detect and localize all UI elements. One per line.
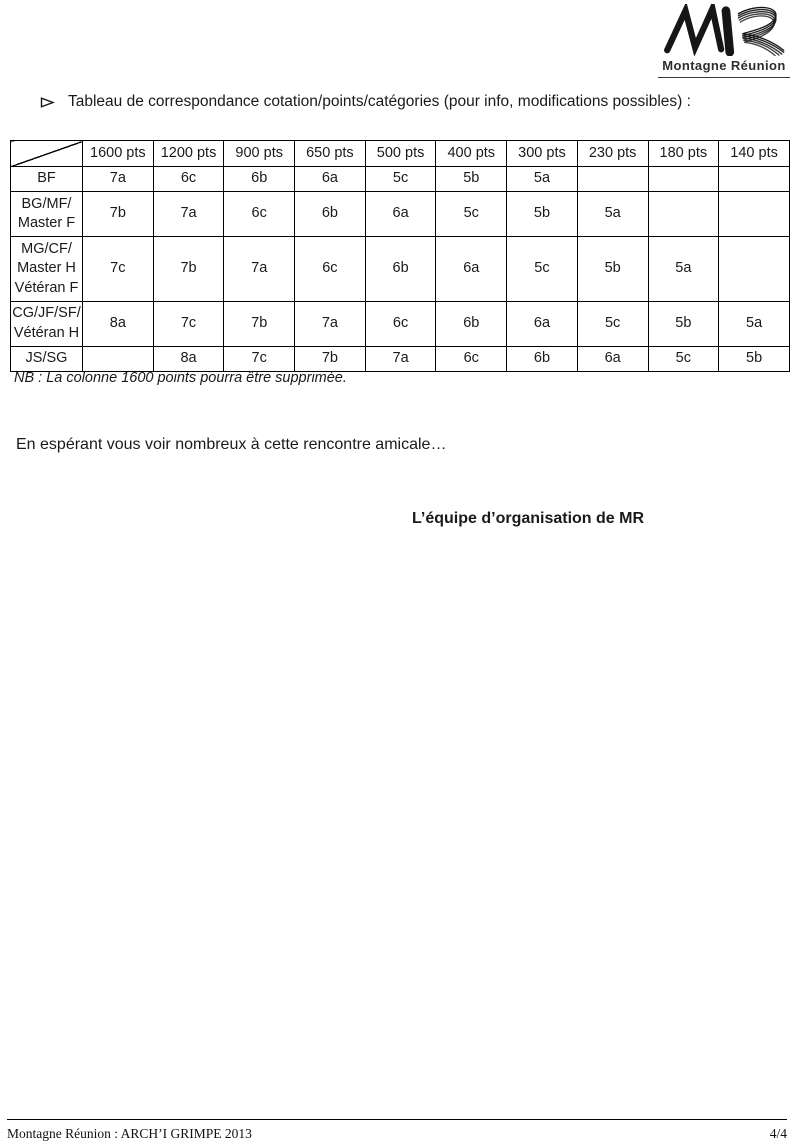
table-header-row <box>11 141 790 167</box>
table-row <box>11 166 790 192</box>
grade-cell: 7a <box>295 301 366 346</box>
grade-cell <box>648 192 719 237</box>
grade-cell: 5c <box>365 166 436 192</box>
column-header: 650 pts <box>295 141 366 167</box>
arrowhead-bullet-icon <box>40 96 55 109</box>
mr-monogram-icon <box>660 4 788 56</box>
closing-paragraph: En espérant vous voir nombreux à cette rencontre amicale… <box>16 436 447 453</box>
grade-cell: 5a <box>648 237 719 302</box>
footer-title: Montagne Réunion : ARCH’I GRIMPE 2013 <box>7 1126 252 1141</box>
grade-cell: 7a <box>224 237 295 302</box>
grade-cell: 5b <box>577 237 648 302</box>
grade-cell: 6a <box>436 237 507 302</box>
column-header: 900 pts <box>224 141 295 167</box>
grade-cell: 6b <box>365 237 436 302</box>
grade-cell: 6c <box>295 237 366 302</box>
grade-cell: 5c <box>577 301 648 346</box>
grade-cell: 5b <box>648 301 719 346</box>
grade-cell: 7b <box>153 237 224 302</box>
page-footer <box>7 1119 787 1142</box>
grade-cell <box>648 166 719 192</box>
column-header: 140 pts <box>719 141 790 167</box>
grade-cell: 8a <box>83 301 154 346</box>
grade-cell: 5b <box>719 346 790 372</box>
table-row <box>11 237 790 302</box>
table-row <box>11 192 790 237</box>
grades-table <box>10 140 790 372</box>
column-header: 500 pts <box>365 141 436 167</box>
grade-cell: 8a <box>153 346 224 372</box>
page-number: 4/4 <box>769 1126 787 1141</box>
signature-line: L’équipe d’organisation de MR <box>412 510 645 527</box>
column-header: 400 pts <box>436 141 507 167</box>
grade-cell: 6b <box>436 301 507 346</box>
grade-cell: 5b <box>507 192 578 237</box>
grade-cell <box>719 192 790 237</box>
row-label: BF <box>11 166 83 192</box>
section-heading-text: Tableau de correspondance cotation/points/catégories (pour info, modifications possibles) : <box>68 93 691 110</box>
row-label: MG/CF/ Master H Vétéran F <box>11 237 83 302</box>
row-label: CG/JF/SF/ Vétéran H <box>11 301 83 346</box>
grade-cell: 6c <box>153 166 224 192</box>
column-header: 300 pts <box>507 141 578 167</box>
grade-cell <box>577 166 648 192</box>
column-header: 180 pts <box>648 141 719 167</box>
diagonal-corner-cell <box>11 141 83 167</box>
grade-cell: 6b <box>295 192 366 237</box>
grade-cell <box>719 166 790 192</box>
grade-cell: 7a <box>153 192 224 237</box>
grade-cell: 5a <box>577 192 648 237</box>
grade-cell: 6c <box>365 301 436 346</box>
row-label: BG/MF/ Master F <box>11 192 83 237</box>
grade-cell: 6c <box>224 192 295 237</box>
grade-cell: 5b <box>436 166 507 192</box>
grade-cell: 5c <box>648 346 719 372</box>
row-label: JS/SG <box>11 346 83 372</box>
grade-cell: 6a <box>507 301 578 346</box>
grade-cell: 6b <box>507 346 578 372</box>
grade-cell: 5c <box>507 237 578 302</box>
grade-cell: 5c <box>436 192 507 237</box>
table-row <box>11 346 790 372</box>
grade-cell: 5a <box>719 301 790 346</box>
grade-cell: 6a <box>295 166 366 192</box>
logo <box>658 4 790 78</box>
grade-cell: 7c <box>83 237 154 302</box>
grade-cell: 7c <box>153 301 224 346</box>
column-header: 1600 pts <box>83 141 154 167</box>
grade-cell <box>719 237 790 302</box>
grade-cell: 6b <box>224 166 295 192</box>
table-note: NB : La colonne 1600 points pourra être supprimée. <box>14 370 347 386</box>
grade-cell: 7b <box>295 346 366 372</box>
grade-cell: 6c <box>436 346 507 372</box>
column-header: 230 pts <box>577 141 648 167</box>
logo-text: Montagne Réunion <box>658 58 790 78</box>
grade-cell <box>83 346 154 372</box>
grade-cell: 7a <box>83 166 154 192</box>
grade-cell: 6a <box>365 192 436 237</box>
section-heading <box>40 92 691 112</box>
grade-cell: 5a <box>507 166 578 192</box>
grade-cell: 7b <box>83 192 154 237</box>
column-header: 1200 pts <box>153 141 224 167</box>
grade-cell: 7a <box>365 346 436 372</box>
grade-cell: 7c <box>224 346 295 372</box>
table-row <box>11 301 790 346</box>
grade-cell: 6a <box>577 346 648 372</box>
grade-cell: 7b <box>224 301 295 346</box>
